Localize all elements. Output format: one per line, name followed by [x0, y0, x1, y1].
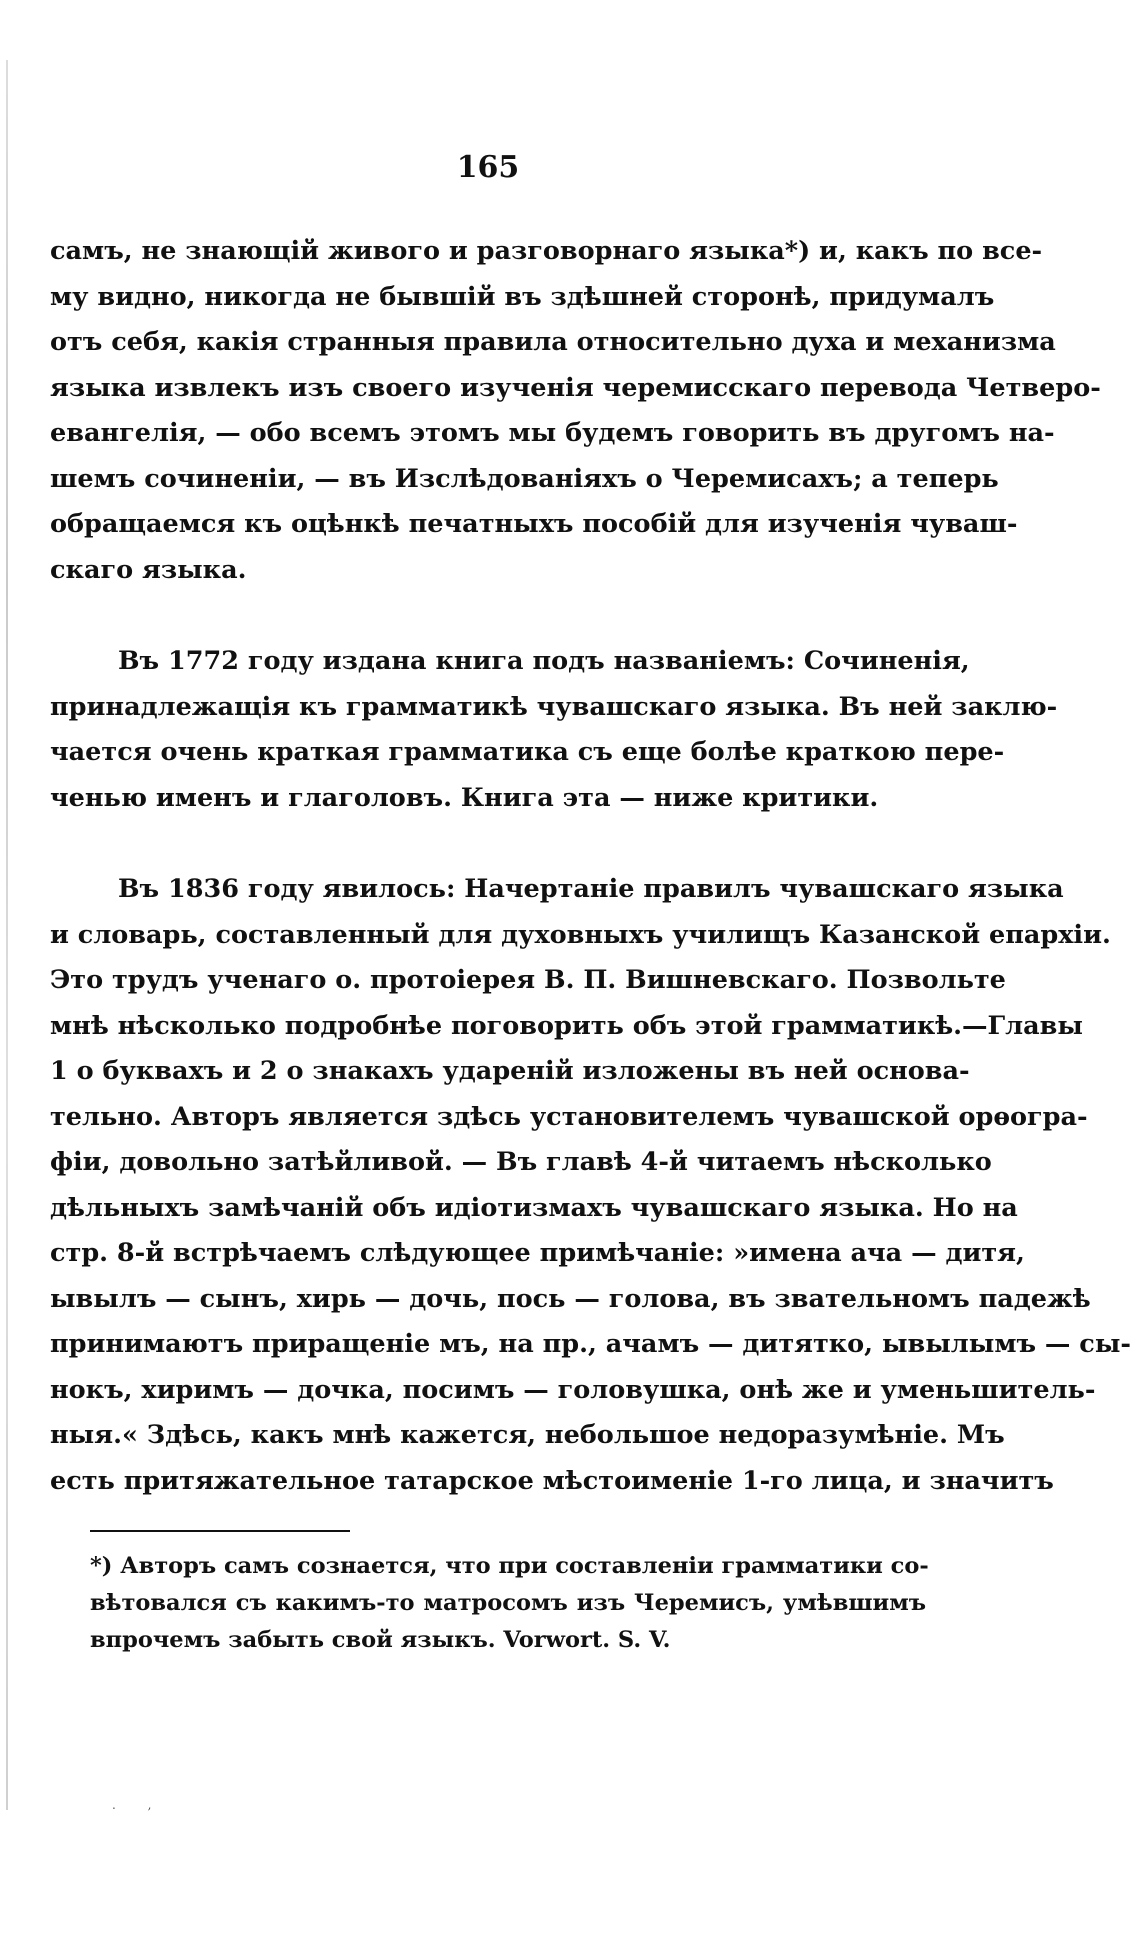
text-line: и словарь, составленный для духовныхъ училищъ Казанской епархіи.	[50, 919, 1111, 950]
footnote	[90, 1548, 929, 1659]
text-line: Въ 1836 году явилось: Начертаніе правилъ чувашскаго языка	[118, 874, 1064, 904]
footnote-line: впрочемъ забыть свой языкъ. Vorwort. S. V.	[90, 1627, 671, 1653]
text-line: ныя.« Здѣсь, какъ мнѣ кажется, небольшое недоразумѣніе. Мъ	[50, 1420, 1005, 1450]
text-line: языка извлекъ изъ своего изученія черемисскаго перевода Четверо-	[50, 372, 1101, 403]
text-line: есть притяжательное татарское мѣстоименіе 1-го лица, и значитъ	[50, 1465, 1054, 1496]
text-line: нокъ, хиримъ — дочка, посимъ — головушка, онѣ же и уменьшитель-	[50, 1374, 1096, 1405]
scan-specks: . ,	[112, 1798, 166, 1812]
paragraph-3	[50, 867, 1131, 1504]
text-line: фіи, довольно затѣйливой. — Въ главѣ 4-й читаемъ нѣсколько	[50, 1147, 992, 1177]
text-line: дѣльныхъ замѣчаній объ идіотизмахъ чувашскаго языка. Но на	[50, 1192, 1018, 1223]
text-line: мнѣ нѣсколько подробнѣе поговорить объ этой грамматикѣ.—Главы	[50, 1010, 1083, 1041]
text-line: ченью именъ и глаголовъ. Книга эта — ниже критики.	[50, 782, 879, 813]
text-line: принадлежащія къ грамматикѣ чувашскаго языка. Въ ней заклю-	[50, 691, 1058, 722]
paragraph-2	[50, 639, 1058, 821]
text-line: му видно, никогда не бывшій въ здѣшней сторонѣ, придумалъ	[50, 281, 995, 312]
text-line: ывылъ — сынъ, хирь — дочь, пось — голова, въ звательномъ падежѣ	[50, 1283, 1091, 1314]
text-line: принимаютъ приращеніе мъ, на пр., ачамъ — дитятко, ывылымъ — сы-	[50, 1329, 1131, 1359]
text-line: отъ себя, какія странныя правила относительно духа и механизма	[50, 327, 1056, 357]
text-line: шемъ сочиненіи, — въ Изслѣдованіяхъ о Черемисахъ; а теперь	[50, 463, 999, 494]
text-line: обращаемся къ оцѣнкѣ печатныхъ пособій для изученія чуваш-	[50, 509, 1018, 539]
text-line: скаго языка.	[50, 554, 247, 585]
paragraph-gap	[50, 593, 926, 639]
text-line: 1 о буквахъ и 2 о знакахъ удареній изложены въ ней основа-	[50, 1056, 970, 1086]
footnote-rule	[90, 1530, 350, 1532]
paragraph-1	[50, 229, 1101, 593]
text-line: стр. 8-й встрѣчаемъ слѣдующее примѣчаніе: »имена ача — дитя,	[50, 1238, 1025, 1268]
page-number: 165	[456, 150, 520, 185]
text-line: евангелія, — обо всемъ этомъ мы будемъ говорить въ другомъ на-	[50, 418, 1055, 448]
text-line: Въ 1772 году издана книга подъ названіемъ: Сочиненія,	[118, 646, 970, 676]
book-page	[50, 150, 1131, 1659]
text-line: чается очень краткая грамматика съ еще болѣе краткою пере-	[50, 737, 1005, 767]
footnote-line: вѣтовался съ какимъ-то матросомъ изъ Черемисъ, умѣвшимъ	[90, 1590, 926, 1616]
paragraph-gap	[50, 821, 926, 867]
text-line: Это трудъ ученаго о. протоіерея В. П. Вишневскаго. Позвольте	[50, 965, 1006, 995]
scan-edge	[6, 60, 8, 1810]
footnote-line: *) Авторъ самъ сознается, что при составленіи грамматики со-	[90, 1553, 929, 1579]
text-line: тельно. Авторъ является здѣсь установителемъ чувашской орѳогра-	[50, 1101, 1088, 1132]
text-line: самъ, не знающій живого и разговорнаго языка*) и, какъ по все-	[50, 236, 1043, 266]
